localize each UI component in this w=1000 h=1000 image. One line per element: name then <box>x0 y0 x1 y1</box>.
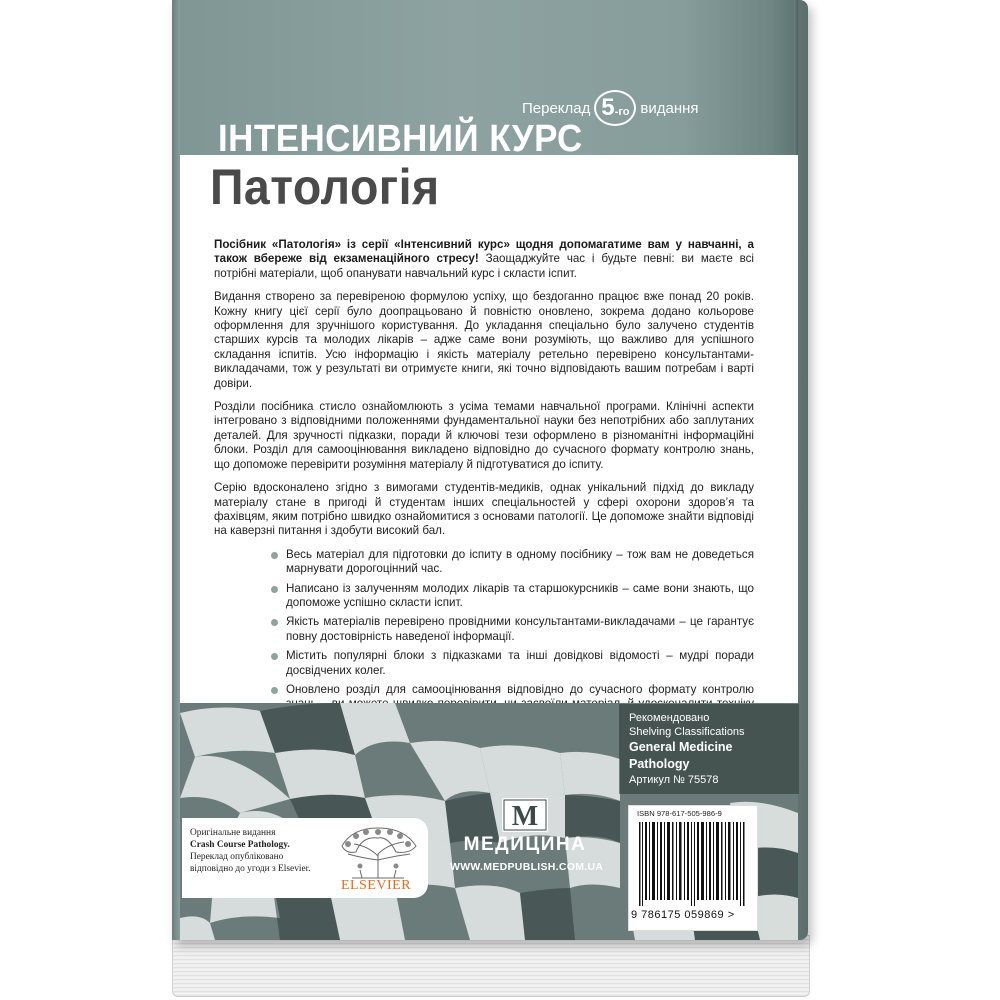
edition-badge <box>594 90 636 126</box>
benefits-list <box>214 548 754 726</box>
list-item: Містить популярні блоки з підказками та інші довідкові відомості – мудрі поради досвідчених колег. <box>270 649 754 678</box>
edition-number: 5 <box>601 94 615 121</box>
publisher-name: МЕДИЦИНА <box>463 834 587 855</box>
list-item: Якість матеріалів перевірено провідними консультантами-викладачами – це гарантує повну достовірність наведеної інформації. <box>270 615 754 644</box>
original-line-2: Crash Course Pathology. <box>190 840 290 850</box>
elsevier-tree-icon <box>332 824 424 880</box>
recommendation-box <box>619 704 799 794</box>
isbn-barcode-box <box>628 805 758 931</box>
recommend-label: Рекомендовано <box>629 712 710 724</box>
original-line-4: відповідно до угоди з Elsevier. <box>190 864 311 874</box>
back-cover <box>172 0 808 940</box>
svg-text:M: M <box>511 801 539 832</box>
book <box>172 0 808 1000</box>
book-title: Патологія <box>210 159 440 215</box>
intro-rest: Заощаджуйте час і будьте певні: ви маєте всі потрібні матеріали, щоб опанувати навчальний курс і скласти іспит. <box>214 252 754 280</box>
original-edition-text <box>190 827 311 875</box>
paragraph-3: Розділи посібника стисло ознайомлюють з усіма темами навчальної програми. Клінічні аспекти інтегровано з відповідними положеннями фундаментальної науки без непотрібних або заплутаних деталей. Для зручності підказки, поради й ключові тези оформлено в різноманітні інформаційні блоки. Розділ для самооцінювання викладено відповідно до сучасного формату контролю знань, що допоможе перевірити розуміння матеріалу й підготуватися до іспиту. <box>214 400 754 471</box>
isbn-number: ISBN 978-617-505-986-9 <box>637 809 722 818</box>
intro-paragraph <box>214 238 754 281</box>
shelving-category-2: Pathology <box>629 757 690 771</box>
description <box>214 238 754 731</box>
page-edges <box>172 935 810 997</box>
edition-prefix: Переклад <box>522 99 591 117</box>
intro-bold: Посібник «Патологія» із серії «Інтенсивний курс» щодня допомагатиме вам у навчанні, а також вбереже від екзаменаційного стресу! <box>214 238 754 266</box>
edition-word: видання <box>640 99 699 117</box>
publisher-url: WWW.MEDPUBLISH.COM.UA <box>450 861 604 873</box>
paragraph-2: Видання створено за перевіреною формулою успіху, що бездоганно працює вже понад 20 років. Кожну книгу цієї серії було доопрацьовано й повністю оновлено, зокрема додано кольорове оформлення для зручнішого користування. До укладання спеціально було залучено студентів старших курсів та молодих лікарів – адже саме вони розуміють, що важливо для успішного складання іспитів. Усю інформацію і якість матеріалу ретельно перевірено консультантами-викладачами, тож у результаті ви отримуєте книги, які точно відповідають вашим потребам і варті довіри. <box>214 290 754 390</box>
series-title: ІНТЕНСИВНИЙ КУРС <box>218 118 583 160</box>
cover-edge <box>172 0 180 940</box>
barcode-digits: 9 786175 059869 > <box>631 909 735 921</box>
medytsyna-logo-icon <box>502 798 548 832</box>
original-line-1: Оригінальне видання <box>190 828 276 838</box>
barcode-icon <box>639 822 747 906</box>
original-edition-box <box>182 818 428 898</box>
list-item: Весь матеріал для підготовки до іспиту в одному посібнику – тож вам не доведеться марнувати дорогоцінний час. <box>270 548 754 577</box>
list-item: Оновлено розділ для самооцінювання відповідно до сучасного формату контролю <box>270 683 754 726</box>
edition-suffix: -го <box>614 106 630 118</box>
paragraph-4: Серію вдосконалено згідно з вимогами студентів-медиків, однак унікальний підхід до викладу матеріалу стане в пригоді й студентам інших спеціальностей у сфері охорони здоров’я та фахівцям, яким потрібно швидко ознайомитися з основами патології. Це допоможе знайти відповіді на каверзні питання і здобути високий бал. <box>214 481 754 538</box>
list-item: Написано із залученням молодих лікарів та старшокурсників – саме вони знають, що допоможе успішно скласти іспит. <box>270 582 754 611</box>
shelving-label: Shelving Classifications <box>629 726 745 738</box>
shelving-category-1: General Medicine <box>629 740 733 754</box>
original-line-3: Переклад опубліковано <box>190 852 284 862</box>
article-number: Артикул № 75578 <box>629 774 719 786</box>
elsevier-wordmark: ELSEVIER <box>340 878 412 893</box>
